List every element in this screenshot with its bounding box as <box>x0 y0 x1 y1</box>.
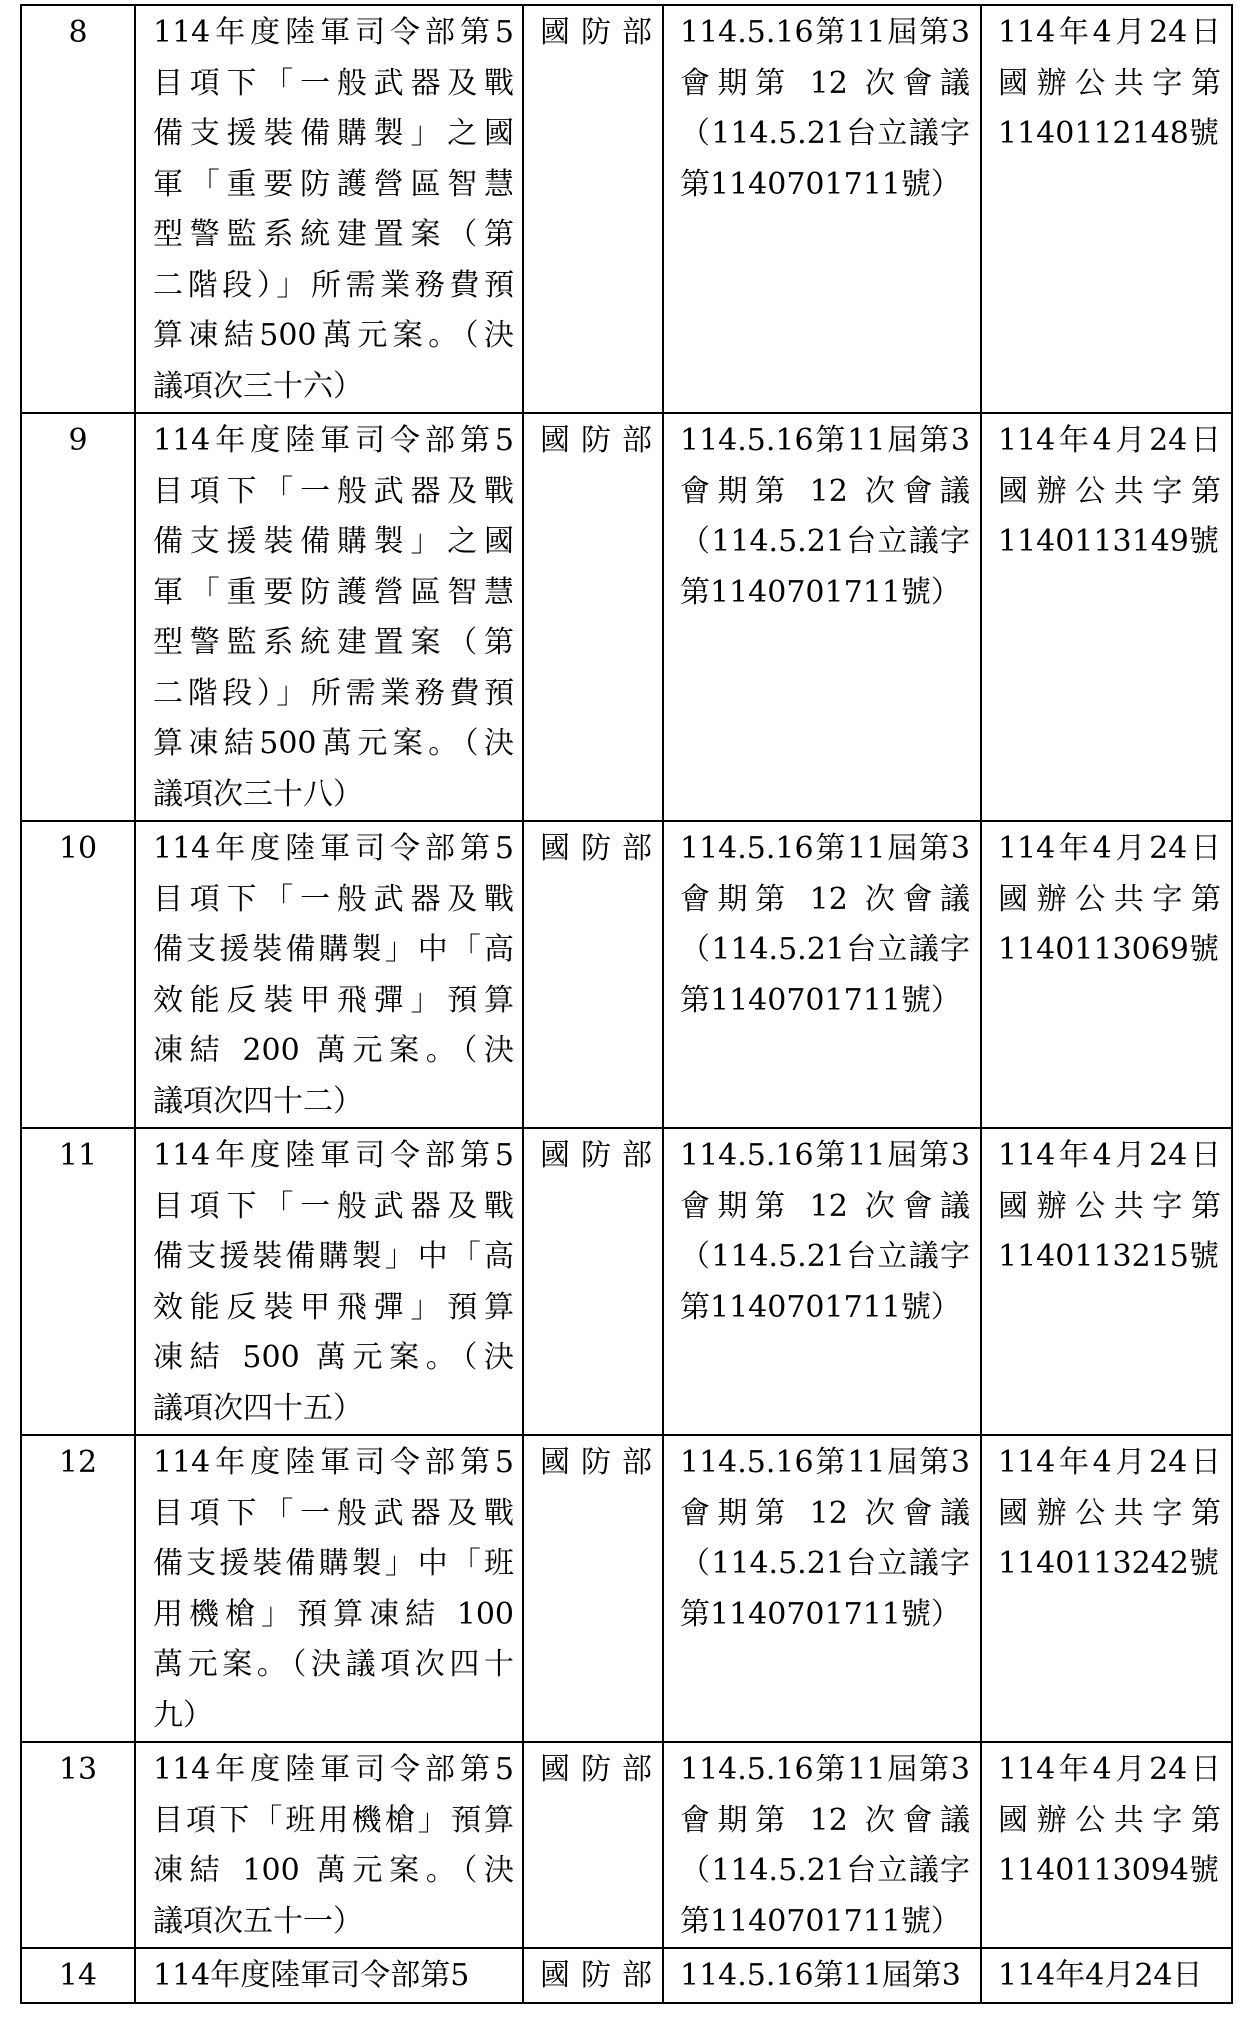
resolution-item-cell-line: 備支援裝備購製」中「班 <box>153 1546 514 1581</box>
budget-freeze-table <box>20 4 1233 2004</box>
meeting-reference-cell-line: 會期第 12 次會議 <box>680 1188 970 1224</box>
resolution-item-cell <box>135 1948 523 2003</box>
row-number: 14 <box>21 1948 135 2003</box>
responsible-agency-cell: 國防部 <box>523 1948 663 2003</box>
official-letter-cell-line: 114年4月24日 <box>998 831 1221 866</box>
official-letter-cell-line: 國辦公共字第 <box>998 65 1221 101</box>
resolution-item-cell-line: 凍結 500 萬元案。（決 <box>153 1340 514 1375</box>
official-letter-cell <box>981 1742 1232 1948</box>
meeting-reference-cell-line: （114.5.21台立議字 <box>680 1853 970 1888</box>
resolution-item-cell-line: 目項下「一般武器及戰 <box>153 881 514 917</box>
row-number: 8 <box>21 5 135 413</box>
official-letter-cell-line: 1140113149號 <box>998 524 1219 559</box>
resolution-item-cell-line: 凍結 100 萬元案。（決 <box>153 1853 514 1888</box>
resolution-item-cell-line: 效能反裝甲飛彈」預算 <box>153 982 514 1018</box>
resolution-item-cell <box>135 5 523 413</box>
row-number: 9 <box>21 413 135 821</box>
resolution-item-cell-line: 效能反裝甲飛彈」預算 <box>153 1289 514 1325</box>
resolution-item-cell-line: 備支援裝備購製」中「高 <box>153 932 514 967</box>
table-body <box>21 5 1232 2003</box>
meeting-reference-cell-line: （114.5.21台立議字 <box>680 932 970 967</box>
resolution-item-cell-line: 議項次三十八） <box>153 776 363 812</box>
table-row <box>21 5 1232 413</box>
table-row <box>21 1742 1232 1948</box>
row-number: 13 <box>21 1742 135 1948</box>
official-letter-cell-line: 國辦公共字第 <box>998 473 1221 509</box>
official-letter-cell-line: 114年4月24日 <box>998 423 1221 458</box>
resolution-item-cell-line: 114年度陸軍司令部第5 <box>153 1958 470 1993</box>
official-letter-cell-line: 114年4月24日 <box>998 1752 1221 1787</box>
resolution-item-cell-line: 114年度陸軍司令部第5 <box>153 1445 514 1480</box>
meeting-reference-cell <box>663 1742 981 1948</box>
meeting-reference-cell-line: （114.5.21台立議字 <box>680 1546 970 1581</box>
resolution-item-cell-line: 議項次三十六） <box>153 368 363 404</box>
meeting-reference-cell-line: 114.5.16第11屆第3 <box>680 15 970 50</box>
table-row <box>21 1435 1232 1742</box>
resolution-item-cell <box>135 1742 523 1948</box>
row-number: 12 <box>21 1435 135 1742</box>
official-letter-cell-line: 1140112148號 <box>998 116 1219 151</box>
resolution-item-cell-line: 算凍結500萬元案。（決 <box>153 318 514 353</box>
official-letter-cell <box>981 1435 1232 1742</box>
meeting-reference-cell-line: 會期第 12 次會議 <box>680 65 970 101</box>
official-letter-cell <box>981 413 1232 821</box>
official-letter-cell <box>981 821 1232 1128</box>
official-letter-cell-line: 1140113069號 <box>998 932 1219 967</box>
responsible-agency-cell: 國防部 <box>523 1742 663 1948</box>
resolution-item-cell-line: 型警監系統建置案（第 <box>153 625 514 660</box>
responsible-agency-cell: 國防部 <box>523 821 663 1128</box>
meeting-reference-cell-line: 第1140701711號） <box>680 982 961 1018</box>
resolution-item-cell-line: 用機槍」預算凍結 100 <box>153 1596 514 1632</box>
official-letter-cell-line: 114年4月24日 <box>998 1445 1221 1480</box>
official-letter-cell <box>981 1948 1232 2003</box>
meeting-reference-cell-line: 114.5.16第11屆第3 <box>680 423 970 458</box>
meeting-reference-cell-line: 第1140701711號） <box>680 1596 961 1632</box>
resolution-item-cell-line: 算凍結500萬元案。（決 <box>153 726 514 761</box>
resolution-item-cell-line: 備支援裝備購製」之國 <box>153 524 514 559</box>
official-letter-cell-line: 114年4月24日 <box>998 15 1221 50</box>
row-number: 11 <box>21 1128 135 1435</box>
resolution-item-cell-line: 114年度陸軍司令部第5 <box>153 1138 514 1173</box>
responsible-agency-cell: 國防部 <box>523 1128 663 1435</box>
resolution-item-cell-line: 目項下「一般武器及戰 <box>153 1188 514 1224</box>
resolution-item-cell-line: 議項次四十五） <box>153 1390 363 1426</box>
official-letter-cell-line: 國辦公共字第 <box>998 1495 1221 1531</box>
meeting-reference-cell-line: 114.5.16第11屆第3 <box>680 1445 970 1480</box>
meeting-reference-cell-line: 會期第 12 次會議 <box>680 473 970 509</box>
official-letter-cell <box>981 1128 1232 1435</box>
resolution-item-cell-line: 目項下「班用機槍」預算 <box>153 1802 514 1838</box>
meeting-reference-cell-line: 會期第 12 次會議 <box>680 1495 970 1531</box>
meeting-reference-cell-line: 114.5.16第11屆第3 <box>680 1958 961 1993</box>
responsible-agency-cell: 國防部 <box>523 5 663 413</box>
resolution-item-cell <box>135 1128 523 1435</box>
resolution-item-cell-line: 型警監系統建置案（第 <box>153 217 514 252</box>
resolution-item-cell-line: 114年度陸軍司令部第5 <box>153 1752 514 1787</box>
resolution-item-cell <box>135 413 523 821</box>
meeting-reference-cell <box>663 1435 981 1742</box>
meeting-reference-cell <box>663 413 981 821</box>
official-letter-cell-line: 國辦公共字第 <box>998 1188 1221 1224</box>
table-row <box>21 1948 1232 2003</box>
meeting-reference-cell <box>663 5 981 413</box>
meeting-reference-cell <box>663 1948 981 2003</box>
responsible-agency-cell: 國防部 <box>523 1435 663 1742</box>
responsible-agency-cell: 國防部 <box>523 413 663 821</box>
resolution-item-cell-line: 二階段）」所需業務費預 <box>153 267 514 303</box>
table-row <box>21 1128 1232 1435</box>
meeting-reference-cell-line: 第1140701711號） <box>680 574 961 610</box>
resolution-item-cell-line: 議項次四十二） <box>153 1083 363 1119</box>
meeting-reference-cell-line: 114.5.16第11屆第3 <box>680 1752 970 1787</box>
official-letter-cell <box>981 5 1232 413</box>
resolution-item-cell-line: 目項下「一般武器及戰 <box>153 1495 514 1531</box>
resolution-item-cell-line: 114年度陸軍司令部第5 <box>153 423 514 458</box>
meeting-reference-cell <box>663 821 981 1128</box>
meeting-reference-cell-line: 會期第 12 次會議 <box>680 1802 970 1838</box>
table-row <box>21 821 1232 1128</box>
resolution-item-cell-line: 軍「重要防護營區智慧 <box>153 574 514 610</box>
official-letter-cell-line: 1140113242號 <box>998 1546 1219 1581</box>
meeting-reference-cell-line: 第1140701711號） <box>680 1903 961 1939</box>
meeting-reference-cell-line: （114.5.21台立議字 <box>680 1239 970 1274</box>
resolution-item-cell-line: 議項次五十一） <box>153 1903 363 1939</box>
meeting-reference-cell-line: 第1140701711號） <box>680 1289 961 1325</box>
resolution-item-cell-line: 114年度陸軍司令部第5 <box>153 831 514 866</box>
resolution-item-cell-line: 凍結 200 萬元案。（決 <box>153 1033 514 1068</box>
resolution-item-cell-line: 114年度陸軍司令部第5 <box>153 15 514 50</box>
resolution-item-cell-line: 九） <box>153 1697 213 1733</box>
resolution-item-cell <box>135 1435 523 1742</box>
meeting-reference-cell-line: （114.5.21台立議字 <box>680 116 970 151</box>
resolution-item-cell-line: 目項下「一般武器及戰 <box>153 65 514 101</box>
resolution-item-cell-line: 備支援裝備購製」之國 <box>153 116 514 151</box>
official-letter-cell-line: 114年4月24日 <box>998 1138 1221 1173</box>
resolution-item-cell-line: 萬元案。（決議項次四十 <box>153 1647 514 1682</box>
meeting-reference-cell-line: 114.5.16第11屆第3 <box>680 831 970 866</box>
official-letter-cell-line: 1140113094號 <box>998 1853 1219 1888</box>
meeting-reference-cell-line: （114.5.21台立議字 <box>680 524 970 559</box>
row-number: 10 <box>21 821 135 1128</box>
official-letter-cell-line: 國辦公共字第 <box>998 881 1221 917</box>
table-row <box>21 413 1232 821</box>
resolution-item-cell-line: 二階段）」所需業務費預 <box>153 675 514 711</box>
resolution-item-cell-line: 軍「重要防護營區智慧 <box>153 166 514 202</box>
resolution-item-cell <box>135 821 523 1128</box>
meeting-reference-cell-line: 第1140701711號） <box>680 166 961 202</box>
official-letter-cell-line: 國辦公共字第 <box>998 1802 1221 1838</box>
meeting-reference-cell <box>663 1128 981 1435</box>
resolution-item-cell-line: 備支援裝備購製」中「高 <box>153 1239 514 1274</box>
meeting-reference-cell-line: 114.5.16第11屆第3 <box>680 1138 970 1173</box>
meeting-reference-cell-line: 會期第 12 次會議 <box>680 881 970 917</box>
resolution-item-cell-line: 目項下「一般武器及戰 <box>153 473 514 509</box>
official-letter-cell-line: 1140113215號 <box>998 1239 1219 1274</box>
official-letter-cell-line: 114年4月24日 <box>998 1958 1203 1993</box>
